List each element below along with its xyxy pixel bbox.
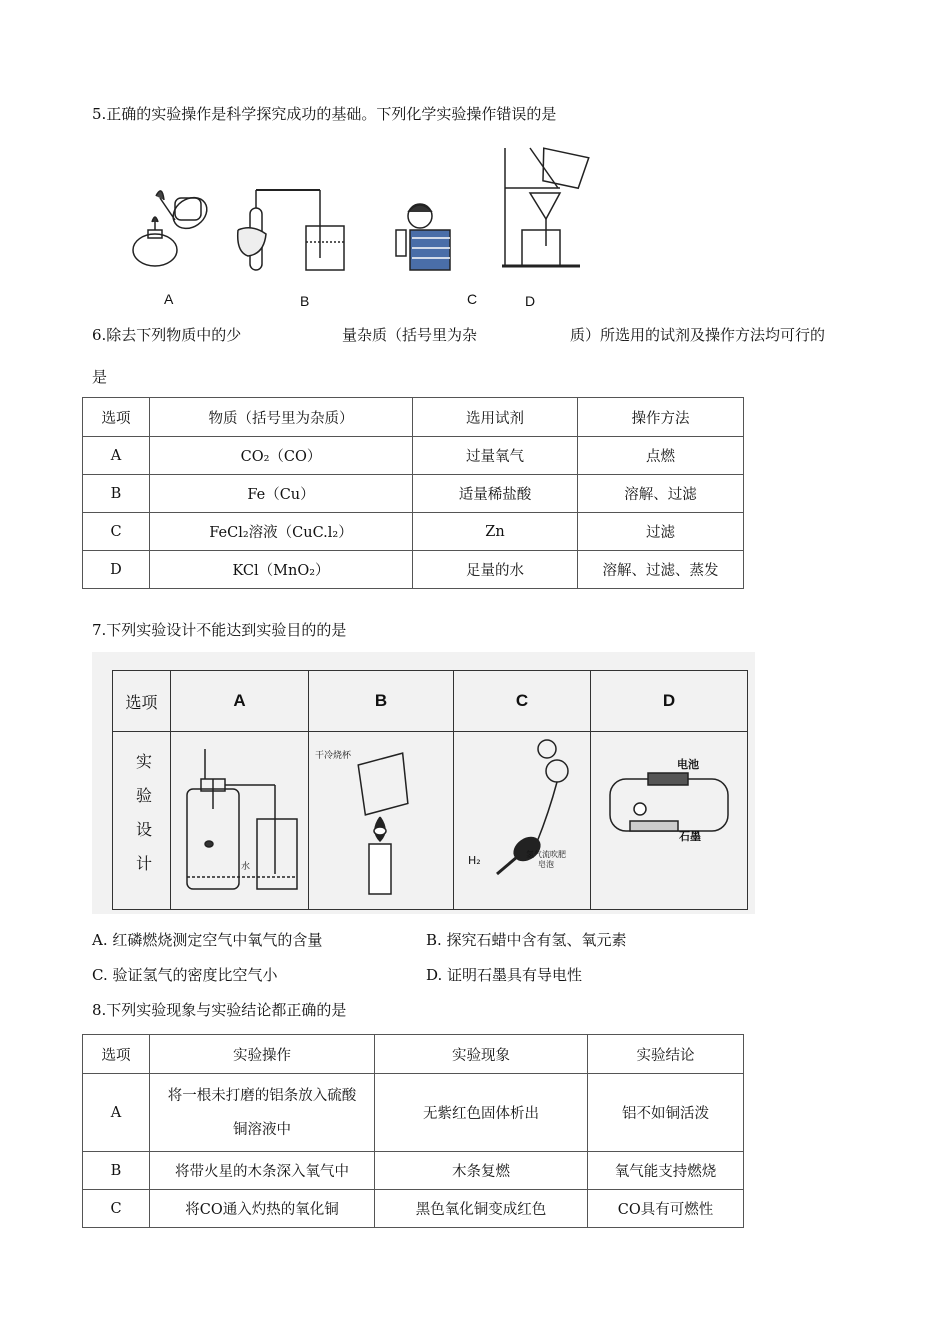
q8-table xyxy=(82,1034,744,1228)
q7-figure-table xyxy=(112,670,748,910)
soap-bubble-icon xyxy=(457,739,587,899)
phosphorus-apparatus-icon xyxy=(175,739,305,899)
q5-label-d: D xyxy=(525,293,536,309)
table-cell: 黑色氧化铜变成红色 xyxy=(375,1190,588,1228)
fig-header-c: C xyxy=(454,671,591,732)
table-header-cell: 实验操作 xyxy=(150,1035,375,1074)
fig-cell-b xyxy=(309,732,454,910)
q8-text: 8.下列实验现象与实验结论都正确的是 xyxy=(92,1001,347,1019)
svg-text:水: 水 xyxy=(240,861,250,872)
fig-header-label: 选项 xyxy=(113,671,171,732)
table-header-row xyxy=(83,1035,744,1074)
fig-label-bubble: 氢气流吹肥皂泡 xyxy=(526,850,566,869)
table-row xyxy=(83,1190,744,1228)
table-header-row xyxy=(83,398,744,437)
fig-header-d: D xyxy=(591,671,748,732)
fig-cell-c xyxy=(454,732,591,910)
table-cell: B xyxy=(83,1152,150,1190)
table-cell: CO₂（CO） xyxy=(150,437,413,475)
table-row xyxy=(83,551,744,589)
table-cell: 点燃 xyxy=(578,437,744,475)
q5-label-a: A xyxy=(164,291,174,307)
table-cell: 木条复燃 xyxy=(375,1152,588,1190)
table-cell: 氧气能支持燃烧 xyxy=(588,1152,744,1190)
table-header-cell: 实验结论 xyxy=(588,1035,744,1074)
fig-label-dry-beaker: 干冷烧杯 xyxy=(315,751,352,761)
table-cell: 适量稀盐酸 xyxy=(413,475,578,513)
table-cell: FeCl₂溶液（CuC.l₂） xyxy=(150,513,413,551)
q6-text-part2: 量杂质（括号里为杂 xyxy=(342,326,478,344)
table-header-cell: 选项 xyxy=(83,1035,150,1074)
q6-text-part1: 6.除去下列物质中的少 xyxy=(92,326,242,344)
fig-row-label: 实验设计 xyxy=(113,732,171,910)
table-cell: A xyxy=(83,1074,150,1152)
table-cell: 铝不如铜活泼 xyxy=(588,1074,744,1152)
circuit-icon xyxy=(604,739,734,899)
q6-text-part3: 质）所选用的试剂及操作方法均可行的 xyxy=(570,326,826,344)
table-cell: CO具有可燃性 xyxy=(588,1190,744,1228)
table-cell: D xyxy=(83,551,150,589)
q5-label-b: B xyxy=(300,293,310,309)
table-row xyxy=(83,1074,744,1152)
table-cell: 溶解、过滤、蒸发 xyxy=(578,551,744,589)
table-header-cell: 选用试剂 xyxy=(413,398,578,437)
fig-header-b: B xyxy=(309,671,454,732)
table-cell: A xyxy=(83,437,150,475)
table-cell: 将CO通入灼热的氧化铜 xyxy=(150,1190,375,1228)
table-row xyxy=(83,475,744,513)
table-cell: 足量的水 xyxy=(413,551,578,589)
q7-option-b: B. 探究石蜡中含有氢、氧元素 xyxy=(426,931,627,949)
q7-option-c: C. 验证氢气的密度比空气小 xyxy=(92,966,278,984)
table-cell: 将一根未打磨的铝条放入硫酸铜溶液中 xyxy=(150,1074,375,1152)
candle-beaker-icon xyxy=(314,739,449,899)
person-smelling-icon xyxy=(396,204,450,270)
q7-option-a: A. 红磷燃烧测定空气中氧气的含量 xyxy=(92,931,323,949)
q7-option-d: D. 证明石墨具有导电性 xyxy=(426,966,583,984)
table-row xyxy=(83,1152,744,1190)
table-row xyxy=(83,437,744,475)
table-cell: Fe（Cu） xyxy=(150,475,413,513)
fig-cell-a xyxy=(171,732,309,910)
table-cell: 过量氧气 xyxy=(413,437,578,475)
q6-table xyxy=(82,397,744,589)
table-cell: C xyxy=(83,1190,150,1228)
table-cell: 将带火星的木条深入氧气中 xyxy=(150,1152,375,1190)
table-cell: KCl（MnO₂） xyxy=(150,551,413,589)
q6-text-part4: 是 xyxy=(92,368,108,386)
fig-cell-d xyxy=(591,732,748,910)
q7-text: 7.下列实验设计不能达到实验目的的是 xyxy=(92,621,347,639)
fig-header-a: A xyxy=(171,671,309,732)
table-cell: B xyxy=(83,475,150,513)
table-header-cell: 实验现象 xyxy=(375,1035,588,1074)
table-cell: 过滤 xyxy=(578,513,744,551)
table-cell: C xyxy=(83,513,150,551)
fig-label-h2: H₂ xyxy=(468,854,481,867)
q7-experiment-figure xyxy=(92,652,755,914)
table-row xyxy=(83,513,744,551)
test-tube-check-icon xyxy=(238,190,344,270)
q5-apparatus-figure xyxy=(120,138,620,288)
fig-label-battery: 电池 xyxy=(677,758,699,771)
filtration-icon xyxy=(502,148,589,266)
table-header-cell: 物质（括号里为杂质） xyxy=(150,398,413,437)
fig-label-graphite: 石墨 xyxy=(679,830,701,843)
q5-label-c: C xyxy=(467,291,478,307)
table-cell: Zn xyxy=(413,513,578,551)
alcohol-lamp-icon xyxy=(133,191,213,266)
table-header-cell: 选项 xyxy=(83,398,150,437)
table-cell: 溶解、过滤 xyxy=(578,475,744,513)
table-cell: 无紫红色固体析出 xyxy=(375,1074,588,1152)
table-header-cell: 操作方法 xyxy=(578,398,744,437)
q5-text: 5.正确的实验操作是科学探究成功的基础。下列化学实验操作错误的是 xyxy=(92,105,557,123)
